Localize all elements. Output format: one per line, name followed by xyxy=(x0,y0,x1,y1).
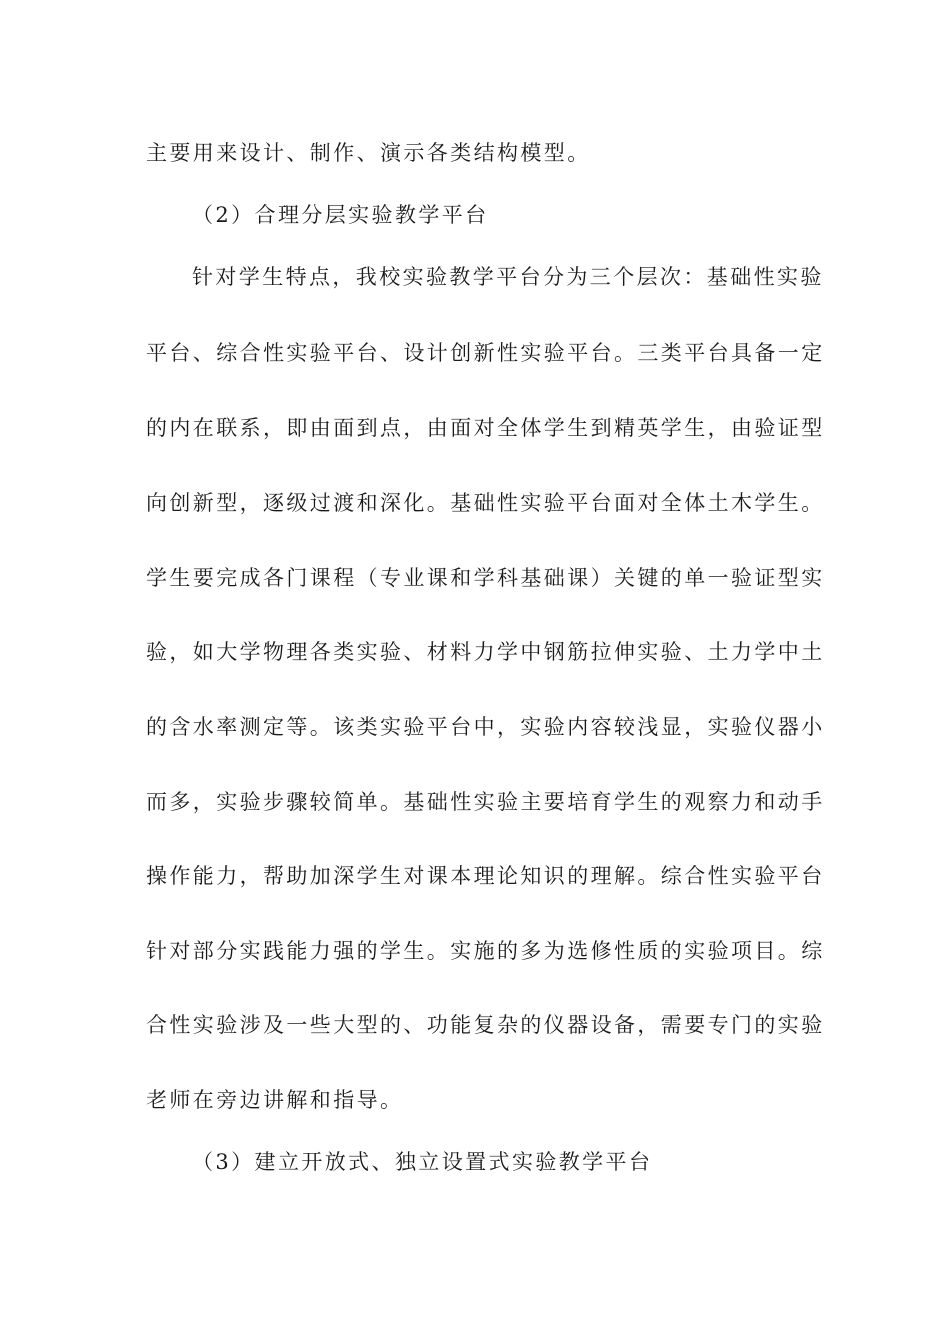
paragraph-line: 老师在旁边讲解和指导。 xyxy=(146,1088,404,1112)
paragraph-line: 针对学生特点，我校实验教学平台分为三个层次：基础性实验 xyxy=(192,265,824,289)
paragraph-line: 平台、综合性实验平台、设计创新性实验平台。三类平台具备一定 xyxy=(146,341,825,365)
paragraph-line: 的含水率测定等。该类实验平台中，实验内容较浅显，实验仪器小 xyxy=(146,715,825,739)
paragraph-line: 的内在联系，即由面到点，由面对全体学生到精英学生，由验证型 xyxy=(146,416,825,440)
paragraph-line: 向创新型，逐级过渡和深化。基础性实验平台面对全体土木学生。 xyxy=(146,491,825,515)
paragraph-line: 验，如大学物理各类实验、材料力学中钢筋拉伸实验、土力学中土 xyxy=(146,640,825,664)
section-heading: （2）合理分层实验教学平台 xyxy=(192,203,489,227)
section-heading: （3）建立开放式、独立设置式实验教学平台 xyxy=(192,1150,653,1174)
paragraph-line: 而多，实验步骤较简单。基础性实验主要培育学生的观察力和动手 xyxy=(146,790,825,814)
paragraph-line: 操作能力，帮助加深学生对课本理论知识的理解。综合性实验平台 xyxy=(146,864,825,888)
paragraph-line: 学生要完成各门课程（专业课和学科基础课）关键的单一验证型实 xyxy=(146,566,825,590)
paragraph-line: 针对部分实践能力强的学生。实施的多为选修性质的实验项目。综 xyxy=(146,939,825,963)
paragraph-line: 主要用来设计、制作、演示各类结构模型。 xyxy=(146,141,591,165)
paragraph-line: 合性实验涉及一些大型的、功能复杂的仪器设备，需要专门的实验 xyxy=(146,1013,825,1037)
